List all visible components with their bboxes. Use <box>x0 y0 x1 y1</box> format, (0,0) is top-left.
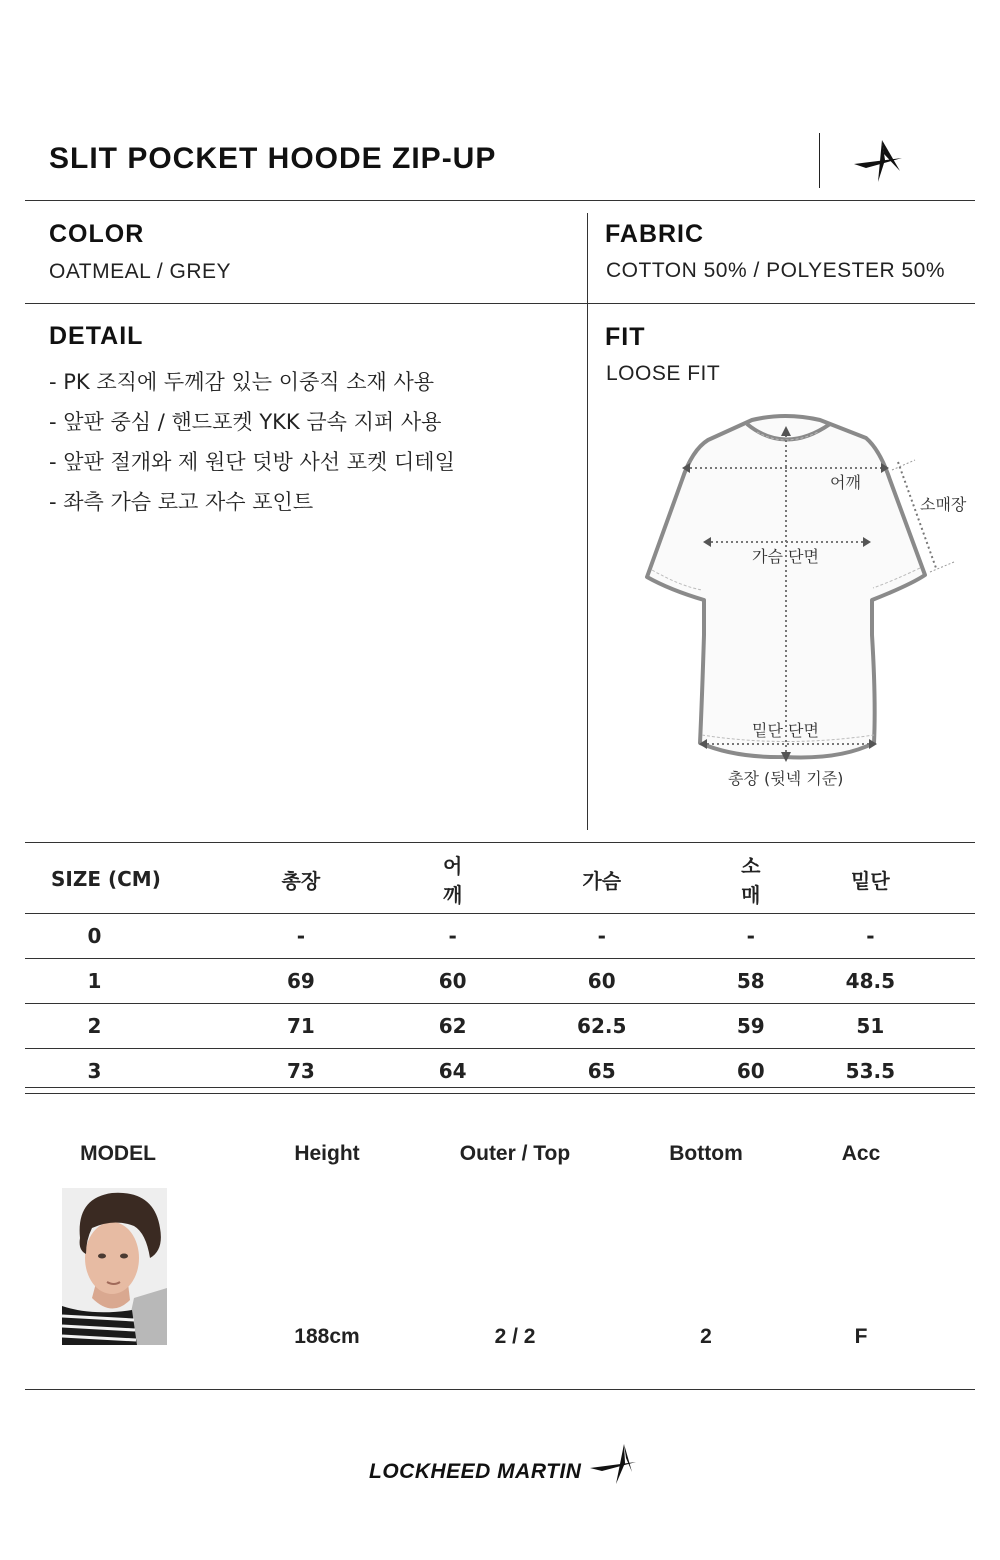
divider <box>25 1389 975 1390</box>
color-value: OATMEAL / GREY <box>49 260 232 283</box>
detail-item: - PK 조직에 두께감 있는 이중직 소재 사용 <box>49 362 455 402</box>
product-title: SLIT POCKET HOODE ZIP-UP <box>49 142 497 175</box>
header-chest: 가슴 <box>468 845 736 914</box>
header-length: 총장 <box>164 845 438 914</box>
cell: 60 <box>438 959 468 1004</box>
detail-label: DETAIL <box>49 322 144 350</box>
detail-item: - 좌측 가슴 로고 자수 포인트 <box>49 482 455 522</box>
cell: - <box>468 914 736 959</box>
model-bottom-value: 2 <box>700 1325 712 1348</box>
fabric-value: COTTON 50% / POLYESTER 50% <box>606 259 945 282</box>
model-acc-value: F <box>854 1325 868 1348</box>
tshirt-measurement-diagram <box>640 410 970 800</box>
model-outer-top-value: 2 / 2 <box>494 1325 536 1348</box>
table-row <box>25 914 975 959</box>
detail-item: - 앞판 절개와 제 원단 덧방 사선 포켓 디테일 <box>49 442 455 482</box>
shoulder-label: 어깨 <box>830 473 861 492</box>
header-shoulder: 어깨 <box>438 845 468 914</box>
cell: 71 <box>164 1004 438 1049</box>
model-height-value: 188cm <box>294 1325 360 1348</box>
cell: 60 <box>736 1049 766 1094</box>
cell: 1 <box>25 959 164 1004</box>
table-bottom-border <box>25 1087 975 1088</box>
hem-label: 밑단 단면 <box>752 721 819 740</box>
cell: 64 <box>438 1049 468 1094</box>
model-col-bottom: Bottom <box>669 1142 743 1165</box>
fit-value: LOOSE FIT <box>606 362 721 385</box>
table-row <box>25 1004 975 1049</box>
chest-label: 가슴 단면 <box>752 547 819 566</box>
cell: 62.5 <box>468 1004 736 1049</box>
cell: - <box>736 914 766 959</box>
model-photo <box>62 1188 167 1345</box>
cell: 73 <box>164 1049 438 1094</box>
header-hem: 밑단 <box>766 845 975 914</box>
lockheed-star-icon <box>852 138 907 184</box>
column-divider <box>587 213 588 303</box>
cell: - <box>164 914 438 959</box>
model-col-acc: Acc <box>841 1142 881 1165</box>
cell: 58 <box>736 959 766 1004</box>
size-table <box>25 845 975 1094</box>
model-col-outer-top: Outer / Top <box>459 1142 571 1165</box>
fit-label: FIT <box>605 323 646 351</box>
cell: 62 <box>438 1004 468 1049</box>
divider <box>25 303 975 304</box>
table-header-row <box>25 845 975 914</box>
cell: 3 <box>25 1049 164 1094</box>
table-top-border <box>25 842 975 843</box>
cell: 69 <box>164 959 438 1004</box>
cell: 48.5 <box>766 959 975 1004</box>
header-size: SIZE (CM) <box>25 845 164 914</box>
cell: 51 <box>766 1004 975 1049</box>
detail-list <box>49 362 455 522</box>
cell: - <box>438 914 468 959</box>
header-divider <box>819 133 820 188</box>
table-row <box>25 959 975 1004</box>
cell: - <box>766 914 975 959</box>
header-sleeve: 소매 <box>736 845 766 914</box>
cell: 59 <box>736 1004 766 1049</box>
model-col-height: Height <box>294 1142 360 1165</box>
sleeve-label: 소매장 <box>920 495 967 514</box>
divider <box>25 200 975 201</box>
cell: 60 <box>468 959 736 1004</box>
cell: 53.5 <box>766 1049 975 1094</box>
brand-logo-text: LOCKHEED MARTIN <box>369 1460 582 1483</box>
color-label: COLOR <box>49 220 145 248</box>
column-divider <box>587 303 588 830</box>
cell: 0 <box>25 914 164 959</box>
model-label: MODEL <box>80 1142 156 1165</box>
detail-item: - 앞판 중심 / 핸드포켓 YKK 금속 지퍼 사용 <box>49 402 455 442</box>
cell: 65 <box>468 1049 736 1094</box>
lockheed-star-icon <box>588 1442 640 1486</box>
length-label: 총장 (뒷넥 기준) <box>728 769 844 788</box>
fabric-label: FABRIC <box>605 220 705 248</box>
cell: 2 <box>25 1004 164 1049</box>
